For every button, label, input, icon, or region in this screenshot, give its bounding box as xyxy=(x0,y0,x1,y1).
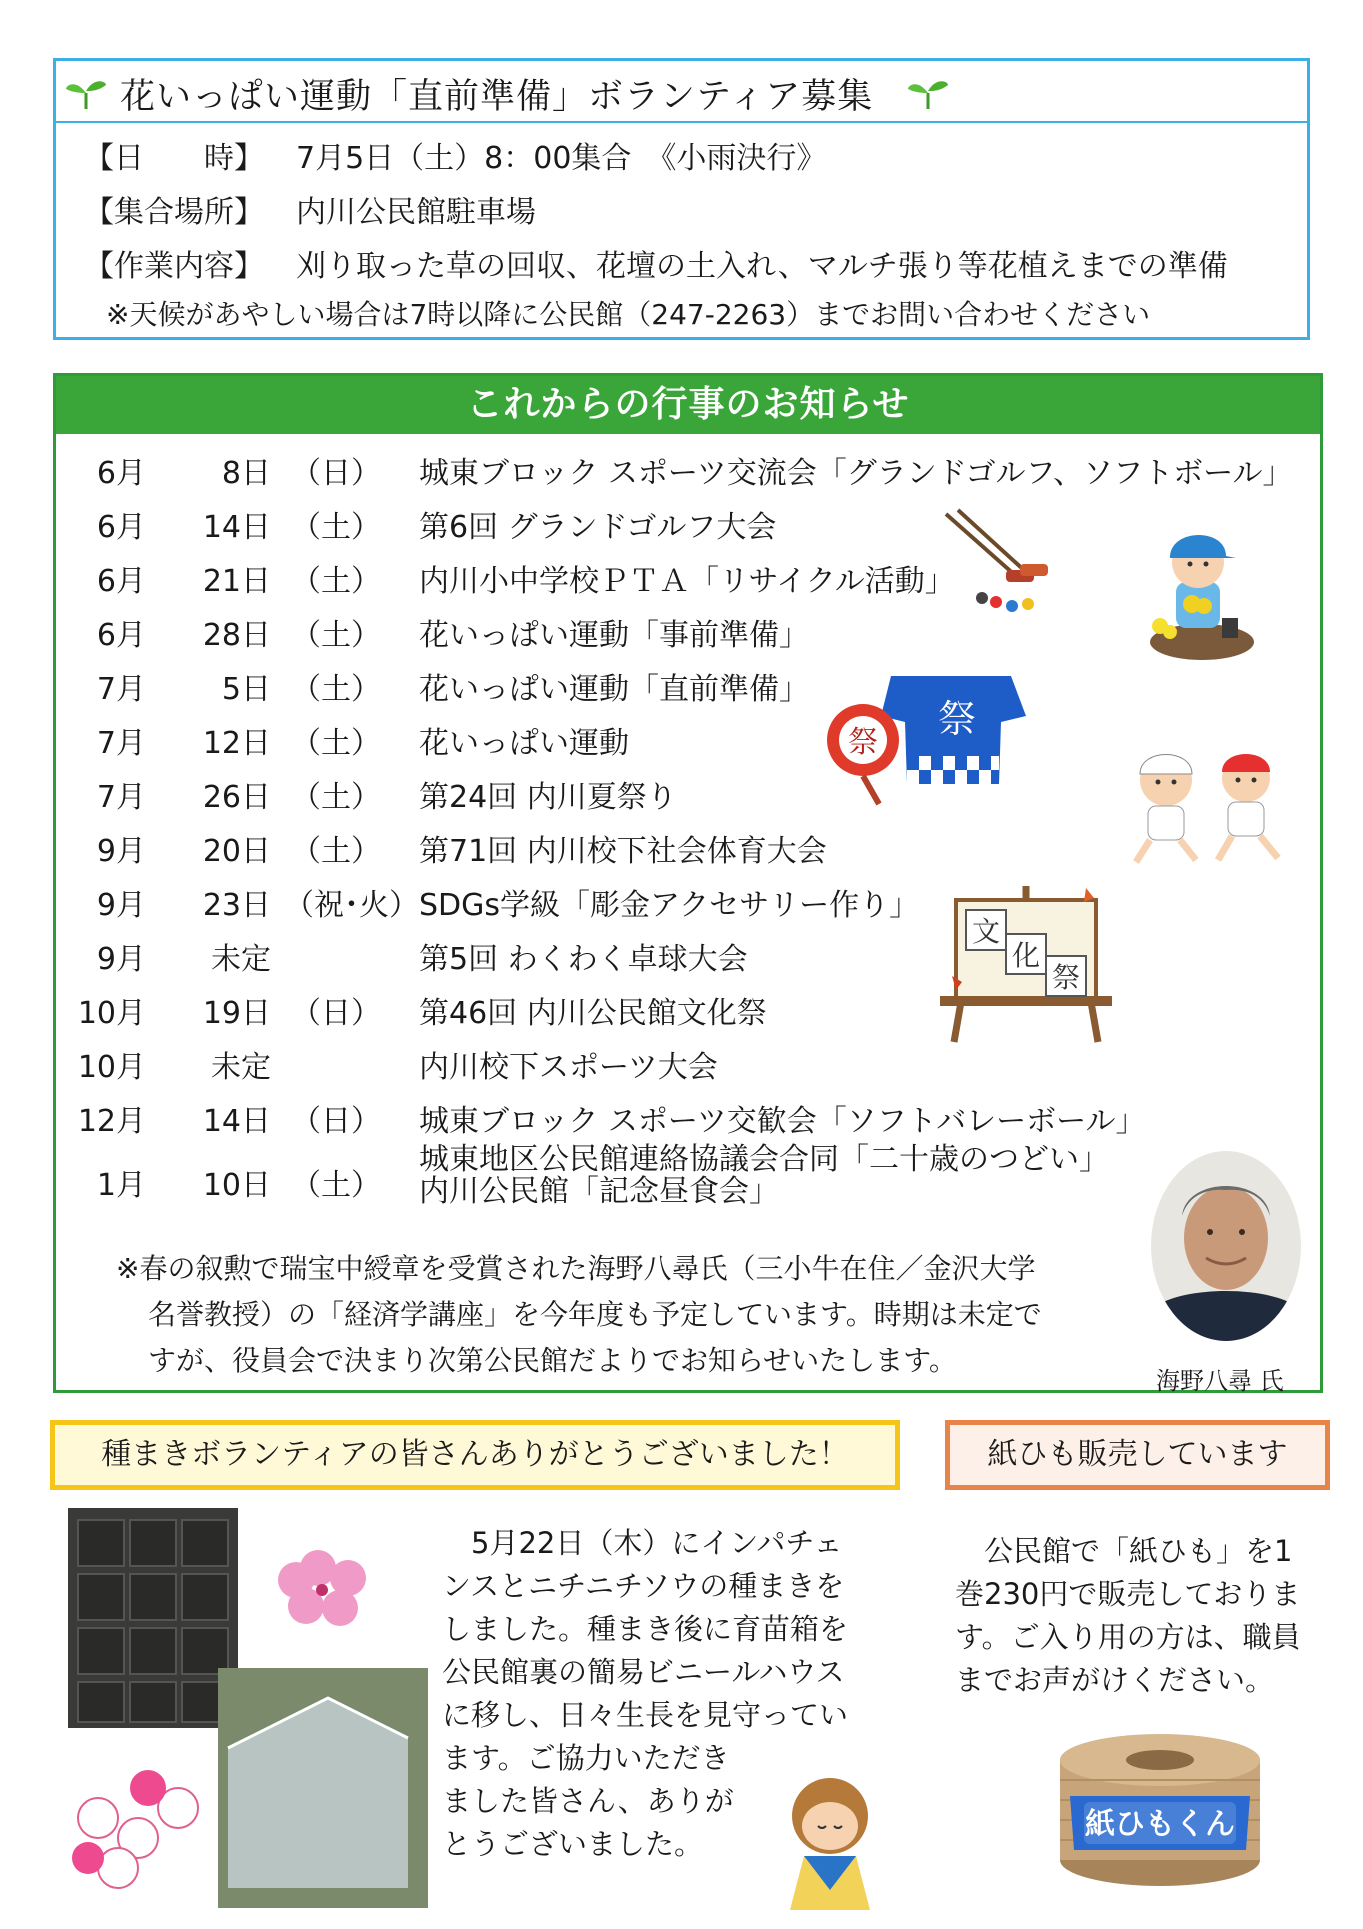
events-box xyxy=(53,373,1323,1393)
event-month: 7月 xyxy=(96,780,146,815)
volunteer-place-label: 【集合場所】 xyxy=(84,195,264,230)
event-month: 7月 xyxy=(96,726,146,761)
event-month: 6月 xyxy=(96,510,146,545)
sale-line: す。ご入り用の方は、職員 xyxy=(955,1620,1301,1654)
volunteer-work-value: 刈り取った草の回収、花壇の土入れ、マルチ張り等花植えまでの準備 xyxy=(296,249,1228,284)
event-day: 5日 xyxy=(221,672,271,707)
event-title: 花いっぱい運動「事前準備」 xyxy=(419,618,809,653)
event-day: 12日 xyxy=(202,726,271,761)
event-day: 未定 xyxy=(211,942,271,977)
volunteer-work-label: 【作業内容】 xyxy=(84,249,264,284)
event-weekday: （土） xyxy=(291,618,381,653)
sale-line: 巻230円で販売しておりま xyxy=(955,1577,1301,1611)
volunteer-recruitment-box xyxy=(53,58,1310,340)
poster-char-3: 祭 xyxy=(1051,961,1081,994)
event-weekday: （日） xyxy=(291,1104,381,1139)
volunteer-title: 花いっぱい運動「直前準備」ボランティア募集 xyxy=(120,77,874,117)
event-weekday: （日） xyxy=(291,996,381,1031)
sale-line: までお声がけください。 xyxy=(955,1663,1275,1697)
thanks-line: に移し、日々生長を見守ってい xyxy=(442,1698,849,1732)
event-title: 第71回 内川校下社会体育大会 xyxy=(419,834,827,869)
event-title: 花いっぱい運動「直前準備」 xyxy=(419,672,809,707)
sprout-icon xyxy=(906,75,950,111)
event-month: 1月 xyxy=(96,1168,146,1203)
event-month: 6月 xyxy=(96,564,146,599)
event-title-line2: 内川公民館「記念昼食会」 xyxy=(419,1174,779,1209)
event-month: 9月 xyxy=(96,888,146,923)
volunteer-weather-note: ※天候があやしい場合は7時以降に公民館（247-2263）までお問い合わせください xyxy=(106,298,1151,331)
event-month: 6月 xyxy=(96,618,146,653)
volunteer-place-row xyxy=(84,187,536,231)
volunteer-work-row xyxy=(84,241,1228,285)
event-title: 城東ブロック スポーツ交歓会「ソフトバレーボール」 xyxy=(419,1104,1146,1139)
event-day: 8日 xyxy=(221,456,271,491)
event-weekday: （土） xyxy=(291,726,381,761)
event-weekday: （土） xyxy=(291,564,381,599)
event-day: 19日 xyxy=(202,996,271,1031)
seedling-photo-collage xyxy=(28,1508,428,1908)
event-title: 第46回 内川公民館文化祭 xyxy=(419,996,767,1031)
event-title: SDGs学級「彫金アクセサリー作り」 xyxy=(419,888,920,923)
event-title: 内川小中学校ＰＴＡ「リサイクル活動」 xyxy=(419,564,955,599)
event-day: 26日 xyxy=(202,780,271,815)
volunteer-date-row xyxy=(84,133,826,177)
lecture-note xyxy=(116,1246,1176,1384)
event-day: 23日 xyxy=(202,888,271,923)
events-heading: これからの行事のお知らせ xyxy=(56,376,1320,434)
thanks-line: 公民館裏の簡易ビニールハウス xyxy=(442,1655,845,1689)
event-title: 第5回 わくわく卓球大会 xyxy=(419,942,748,977)
volunteer-date-label: 【日 時】 xyxy=(84,141,264,176)
event-title xyxy=(419,1144,1109,1208)
event-title: 第6回 グランドゴルフ大会 xyxy=(419,510,777,545)
event-title: 花いっぱい運動 xyxy=(419,726,629,761)
sprout-icon xyxy=(64,75,108,111)
event-month: 12月 xyxy=(77,1104,146,1139)
lecture-note-line1: ※春の叙勲で瑞宝中綬章を受賞された海野八尋氏（三小牛在住／金沢大学 xyxy=(116,1252,1036,1285)
lecture-note-line3: すが、役員会で決まり次第公民館だよりでお知らせいたします。 xyxy=(148,1344,957,1377)
event-month: 10月 xyxy=(77,1050,146,1085)
happi-character: 祭 xyxy=(937,697,977,741)
volunteer-date-value: 7月5日（土）8：00集合 《小雨決行》 xyxy=(296,141,827,176)
thanks-line: ます。ご協力いただき xyxy=(442,1741,730,1775)
portrait-caption: 海野八尋 氏 xyxy=(1156,1367,1284,1395)
paper-string-roll-illustration xyxy=(1050,1720,1270,1890)
fan-character: 祭 xyxy=(848,725,878,760)
event-month: 7月 xyxy=(96,672,146,707)
poster-char-1: 文 xyxy=(971,915,1001,948)
portrait-photo xyxy=(1146,1146,1306,1346)
event-weekday: （土） xyxy=(291,510,381,545)
lecture-note-line2: 名誉教授）の「経済学講座」を今年度も予定しています。時期は未定で xyxy=(148,1298,1042,1331)
event-weekday: （日） xyxy=(291,456,381,491)
event-title-line1: 城東地区公民館連絡協議会合同「二十歳のつどい」 xyxy=(419,1142,1109,1177)
event-title: 城東ブロック スポーツ交流会「グランドゴルフ、ソフトボール」 xyxy=(419,456,1293,491)
event-day: 21日 xyxy=(202,564,271,599)
thanks-heading: 種まきボランティアの皆さんありがとうございました！ xyxy=(50,1420,900,1490)
running-kids-illustration xyxy=(1106,736,1306,866)
event-day: 14日 xyxy=(202,1104,271,1139)
sale-line: 公民館で「紙ひも」を1 xyxy=(955,1534,1293,1568)
event-day: 未定 xyxy=(211,1050,271,1085)
volunteer-title-bar xyxy=(56,61,1307,123)
thanks-line: とうございました。 xyxy=(442,1827,704,1861)
event-title: 第24回 内川夏祭り xyxy=(419,780,677,815)
event-month: 9月 xyxy=(96,942,146,977)
event-day: 20日 xyxy=(202,834,271,869)
bowing-woman-illustration xyxy=(770,1760,890,1910)
event-weekday: （祝･火） xyxy=(284,888,419,923)
festival-happi-illustration xyxy=(821,656,1031,806)
event-weekday: （土） xyxy=(291,1168,381,1203)
sale-body xyxy=(955,1530,1325,1702)
thanks-line: ました皆さん、ありが xyxy=(442,1784,734,1818)
thanks-line: しました。種まき後に育苗箱を xyxy=(442,1612,849,1646)
poster-char-2: 化 xyxy=(1011,939,1041,972)
culture-festival-poster-illustration xyxy=(936,876,1116,1046)
event-weekday: （土） xyxy=(291,780,381,815)
golf-clubs-illustration xyxy=(936,506,1056,616)
thanks-line: ンスとニチニチソウの種まきを xyxy=(442,1569,845,1603)
event-title: 内川校下スポーツ大会 xyxy=(419,1050,718,1085)
event-day: 10日 xyxy=(202,1168,271,1203)
event-day: 28日 xyxy=(202,618,271,653)
event-weekday: （土） xyxy=(291,672,381,707)
event-day: 14日 xyxy=(202,510,271,545)
sale-heading: 紙ひも販売しています xyxy=(945,1420,1330,1490)
event-weekday: （土） xyxy=(291,834,381,869)
volunteer-place-value: 内川公民館駐車場 xyxy=(296,195,536,230)
event-month: 9月 xyxy=(96,834,146,869)
planting-boy-illustration xyxy=(1136,514,1256,664)
event-month: 10月 xyxy=(77,996,146,1031)
product-label: 紙ひもくん xyxy=(1085,1807,1235,1842)
thanks-line: 5月22日（木）にインパチェ xyxy=(442,1526,843,1560)
event-month: 6月 xyxy=(96,456,146,491)
